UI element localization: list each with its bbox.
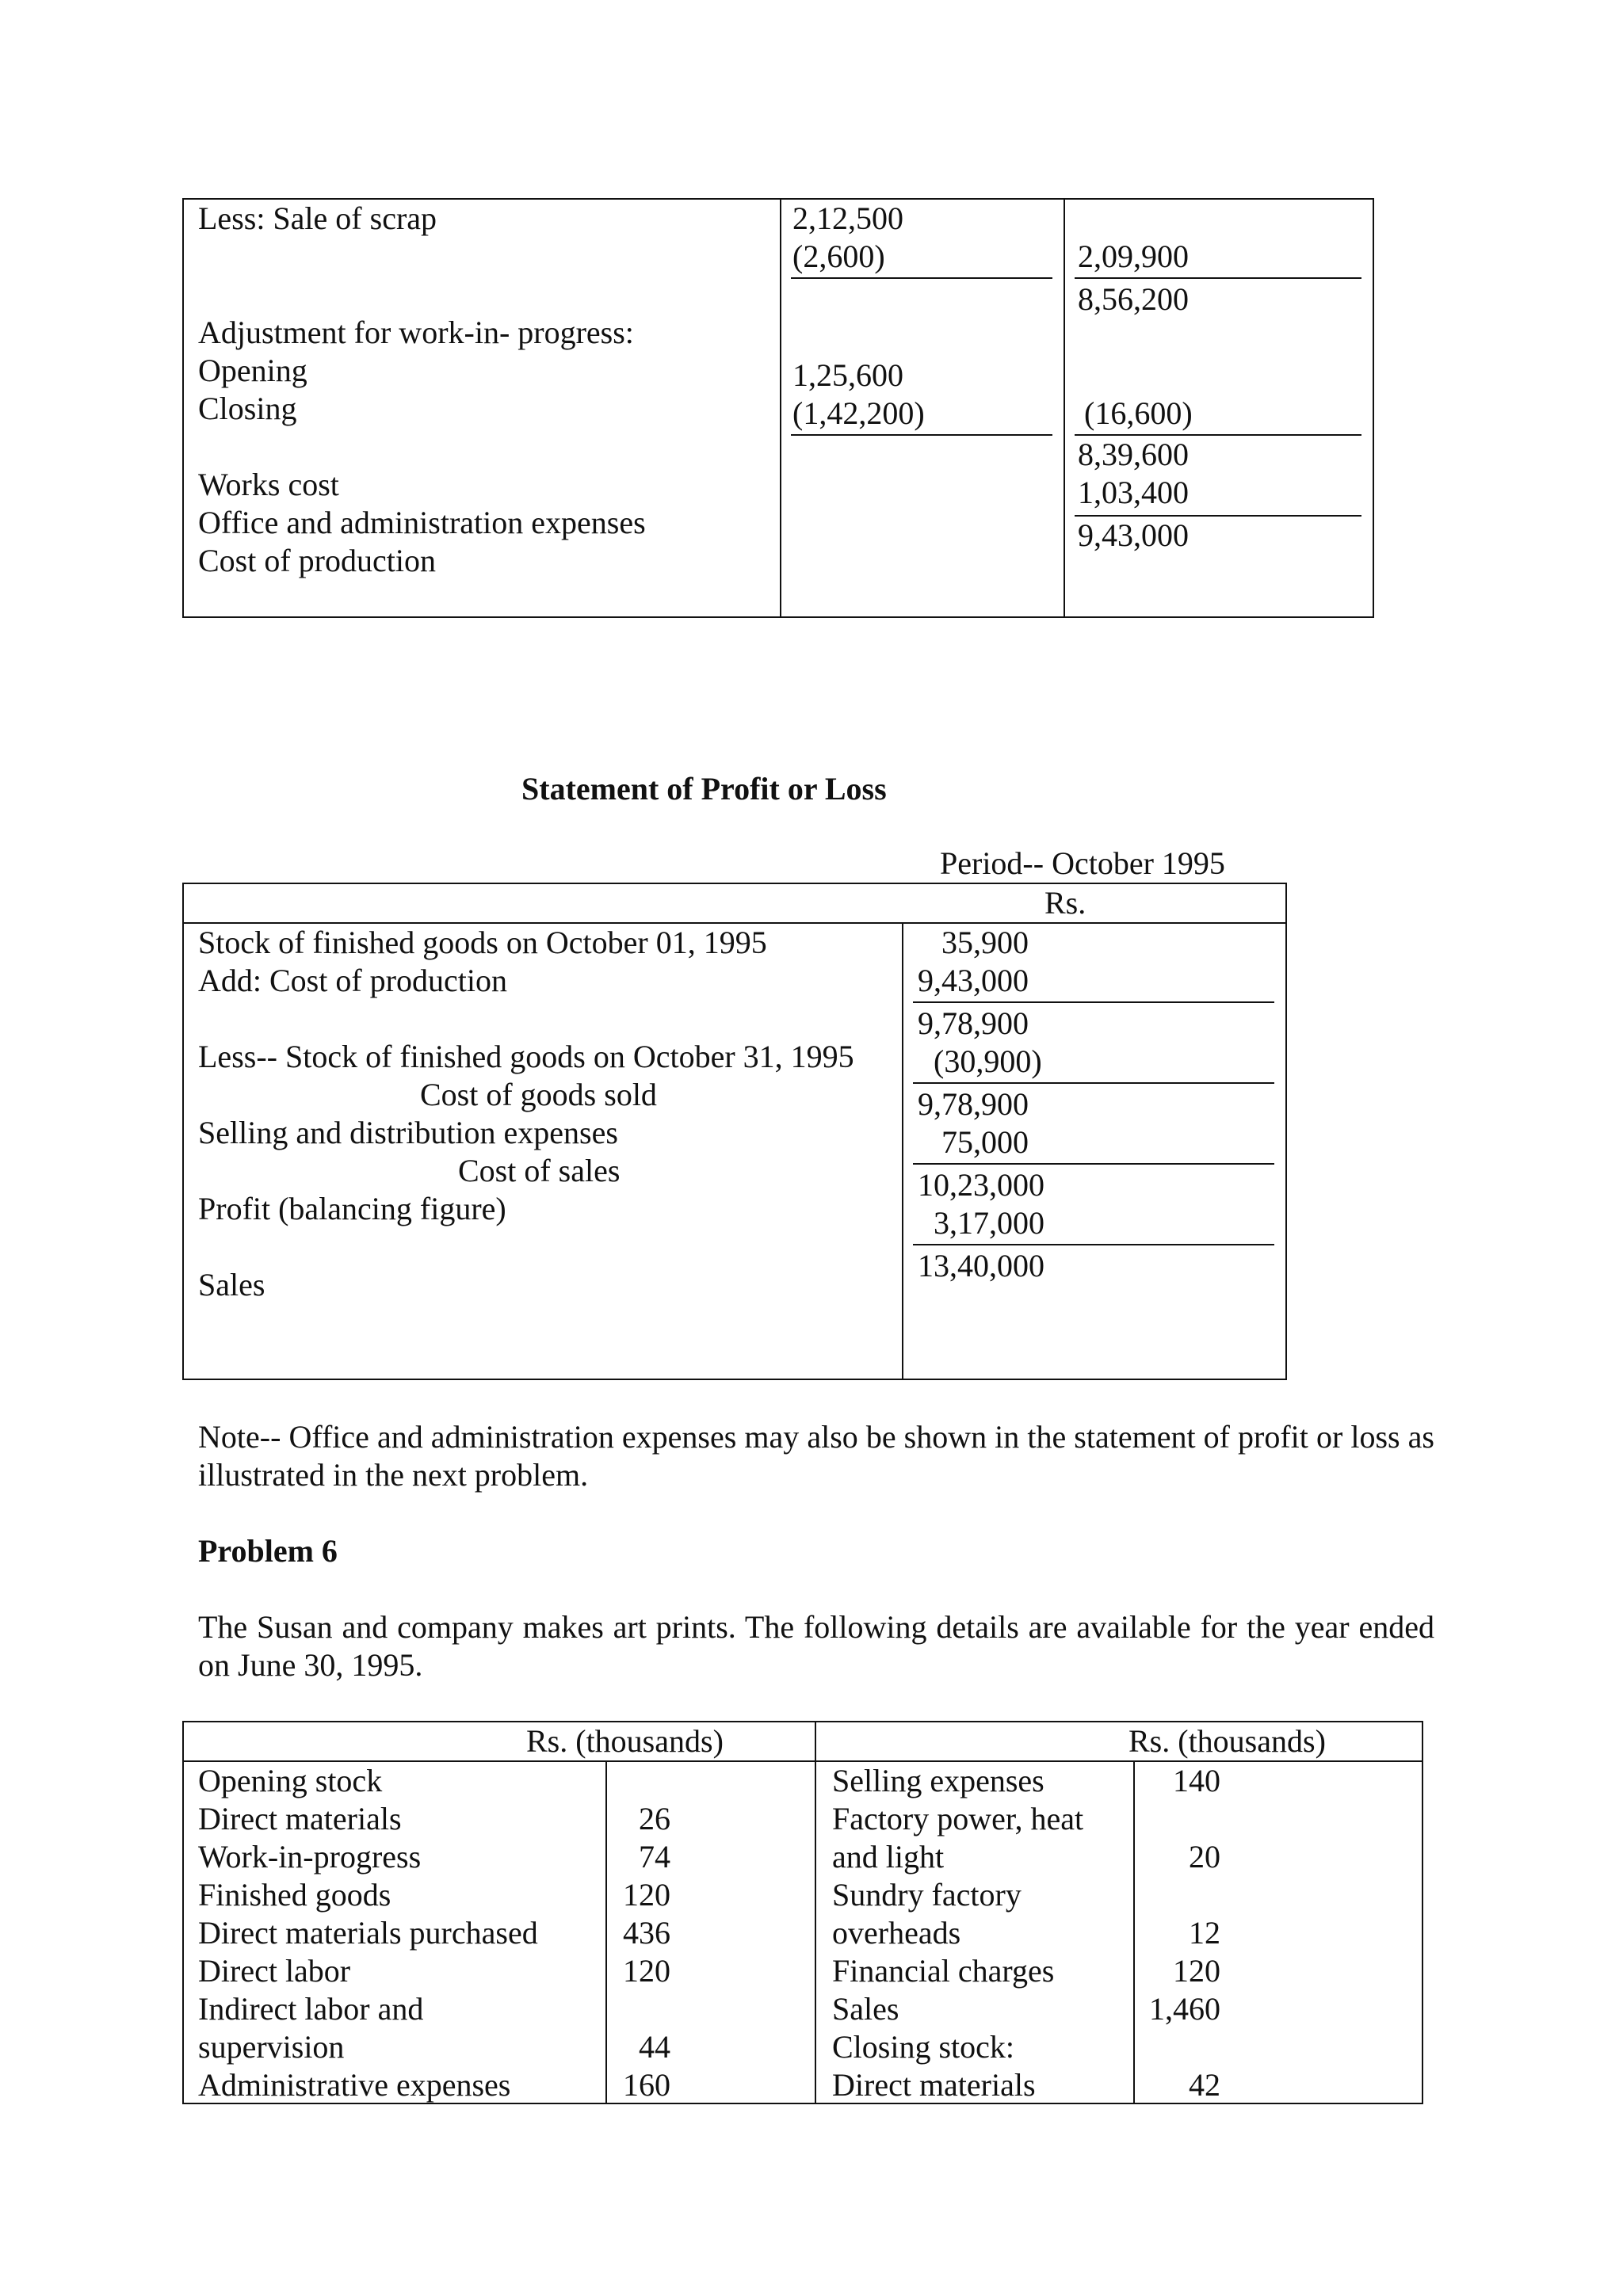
details-left-row-label: Work-in-progress <box>198 1839 422 1875</box>
details-right-row-label: overheads <box>832 1915 961 1951</box>
col1-rule <box>791 434 1052 436</box>
col2-value: 8,39,600 <box>1078 437 1189 472</box>
details-left-divider <box>605 1760 607 2104</box>
pl-rule <box>913 1244 1274 1245</box>
details-left-row-label: Opening stock <box>198 1763 383 1798</box>
details-left-row-label: Finished goods <box>198 1877 391 1913</box>
label-wip-adjustment: Adjustment for work-in- progress: <box>198 315 634 350</box>
statement-period: Period-- October 1995 <box>940 845 1225 881</box>
label-office-admin: Office and administration expenses <box>198 505 646 540</box>
label-cost-of-production: Cost of production <box>198 543 436 578</box>
currency-header: Rs. <box>1044 885 1086 921</box>
pl-rule <box>913 1163 1274 1165</box>
details-right-row-label: Selling expenses <box>832 1763 1044 1798</box>
details-left-row-label: Direct materials purchased <box>198 1915 538 1951</box>
details-left-row-value: 120 <box>623 1877 670 1913</box>
label-opening: Opening <box>198 353 307 388</box>
pl-label-opening-stock: Stock of finished goods on October 01, 1995 <box>198 925 767 960</box>
pl-label-less-closing: Less-- Stock of finished goods on October 31, 1995 <box>198 1039 854 1074</box>
cost-table-divider-2 <box>1064 198 1065 618</box>
col1-value: 1,25,600 <box>792 357 903 393</box>
details-left-row-value: 160 <box>623 2067 670 2103</box>
label-works-cost: Works cost <box>198 467 339 502</box>
pl-value: 9,78,900 <box>918 1005 1029 1041</box>
pl-label-add-cost: Add: Cost of production <box>198 963 507 998</box>
details-left-row-label: supervision <box>198 2029 345 2065</box>
col2-value: 9,43,000 <box>1078 517 1189 553</box>
col1-value: (2,600) <box>792 238 885 274</box>
pl-label-sales: Sales <box>198 1267 265 1302</box>
profit-loss-divider <box>902 922 903 1380</box>
note-paragraph: Note-- Office and administration expenses may also be shown in the statement of profit or loss as illustrated in the next problem. <box>198 1419 1434 1493</box>
details-right-row-label: Direct materials <box>832 2067 1036 2103</box>
pl-label-profit: Profit (balancing figure) <box>198 1191 506 1226</box>
pl-value: 9,43,000 <box>918 963 1029 998</box>
details-left-row-value: 436 <box>623 1915 670 1951</box>
col2-value: 1,03,400 <box>1078 475 1189 510</box>
pl-value: 3,17,000 <box>934 1205 1044 1241</box>
details-left-row-value: 120 <box>623 1953 670 1989</box>
details-right-row-value: 42 <box>1189 2067 1220 2103</box>
label-closing: Closing <box>198 391 297 426</box>
pl-value: 75,000 <box>941 1124 1029 1160</box>
details-left-row-label: Indirect labor and <box>198 1991 424 2027</box>
details-right-divider <box>1133 1760 1135 2104</box>
details-right-row-label: Sales <box>832 1991 899 2027</box>
details-left-row-label: Direct labor <box>198 1953 351 1989</box>
col2-rule <box>1075 277 1361 279</box>
col1-value: (1,42,200) <box>792 395 925 431</box>
details-right-row-label: Financial charges <box>832 1953 1055 1989</box>
pl-rule <box>913 1001 1274 1003</box>
details-left-row-value: 44 <box>639 2029 670 2065</box>
pl-label-cost-of-sales: Cost of sales <box>458 1153 621 1188</box>
pl-value: 35,900 <box>941 925 1029 960</box>
pl-value: 10,23,000 <box>918 1167 1044 1203</box>
cost-table-divider-1 <box>780 198 781 618</box>
details-right-row-label: Closing stock: <box>832 2029 1015 2065</box>
col1-value: 2,12,500 <box>792 200 903 236</box>
col2-value: (16,600) <box>1084 395 1193 431</box>
details-right-row-label: Factory power, heat <box>832 1801 1084 1836</box>
details-left-row-value: 74 <box>639 1839 670 1875</box>
statement-title: Statement of Profit or Loss <box>521 771 887 807</box>
details-header-left: Rs. (thousands) <box>526 1723 724 1759</box>
col2-value: 8,56,200 <box>1078 281 1189 317</box>
details-left-row-value: 26 <box>639 1801 670 1836</box>
details-right-row-value: 12 <box>1189 1915 1220 1951</box>
details-left-row-label: Direct materials <box>198 1801 402 1836</box>
details-right-row-value: 20 <box>1189 1839 1220 1875</box>
pl-value: 9,78,900 <box>918 1086 1029 1122</box>
pl-rule <box>913 1082 1274 1084</box>
col1-rule <box>791 277 1052 279</box>
pl-value: (30,900) <box>934 1043 1042 1079</box>
details-header-right: Rs. (thousands) <box>1128 1723 1326 1759</box>
details-right-row-value: 140 <box>1173 1763 1220 1798</box>
details-left-row-label: Administrative expenses <box>198 2067 511 2103</box>
col2-value: 2,09,900 <box>1078 238 1189 274</box>
details-right-row-value: 1,460 <box>1149 1991 1220 2027</box>
pl-value: 13,40,000 <box>918 1248 1044 1283</box>
pl-label-cogs: Cost of goods sold <box>420 1077 657 1112</box>
pl-label-selling: Selling and distribution expenses <box>198 1115 618 1150</box>
details-right-row-value: 120 <box>1173 1953 1220 1989</box>
details-right-row-label: and light <box>832 1839 945 1875</box>
label-sale-of-scrap: Less: Sale of scrap <box>198 200 437 236</box>
problem-heading: Problem 6 <box>198 1533 338 1569</box>
problem-paragraph: The Susan and company makes art prints. The following details are available for the year ended on June 30, 1995. <box>198 1609 1434 1683</box>
details-right-row-label: Sundry factory <box>832 1877 1022 1913</box>
